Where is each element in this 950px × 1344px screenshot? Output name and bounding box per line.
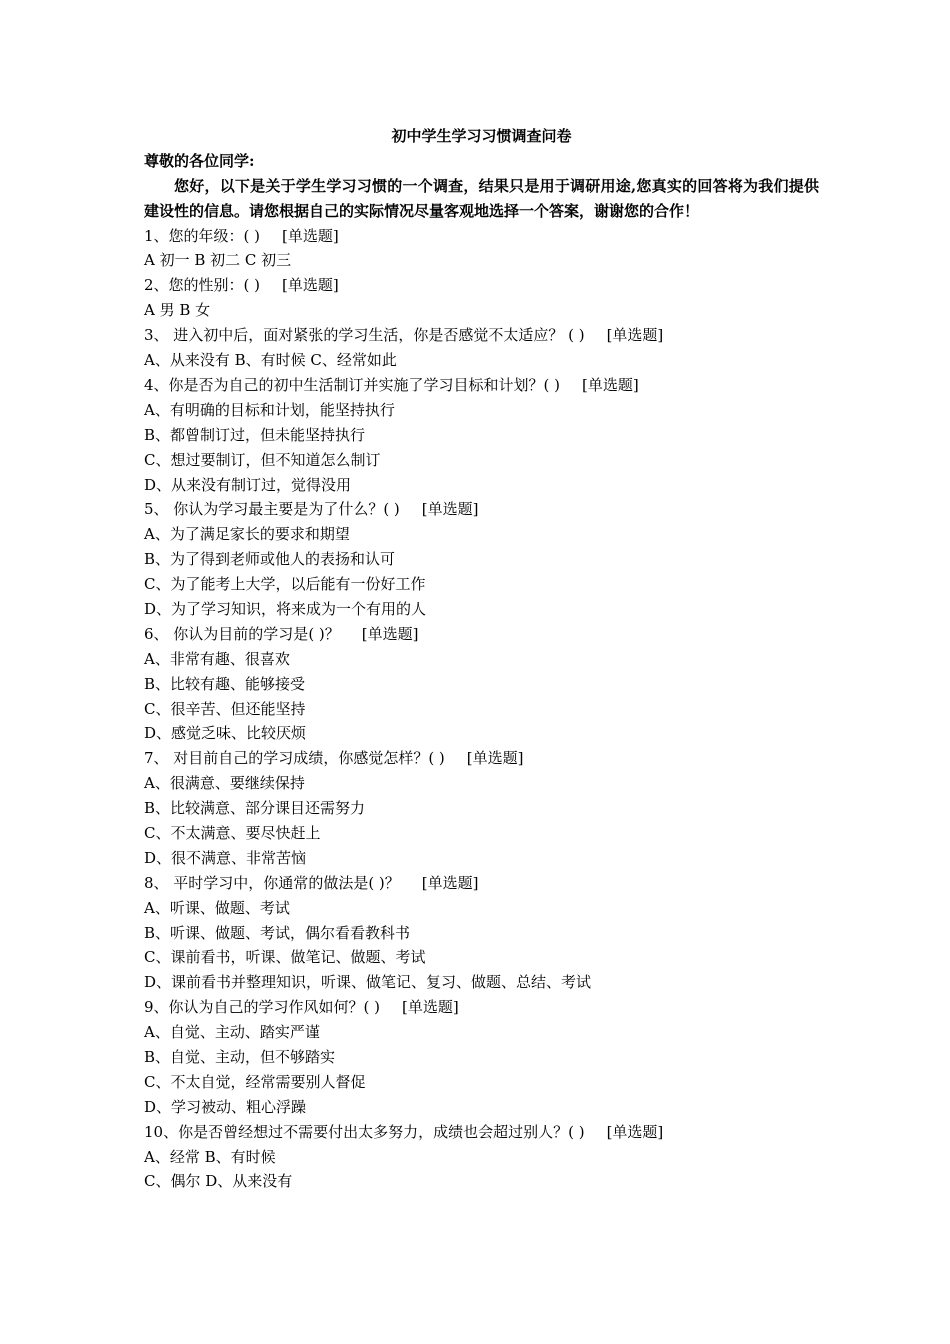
greeting: 尊敬的各位同学: — [144, 151, 255, 170]
option-line: B、为了得到老师或他人的表扬和认可 — [144, 550, 396, 569]
option-line: D、很不满意、非常苦恼 — [144, 848, 307, 867]
question-8 — [144, 871, 819, 896]
option-line: C、很辛苦、但还能坚持 — [144, 699, 306, 718]
option-line: A、为了满足家长的要求和期望 — [144, 525, 350, 544]
option-line: A、有明确的目标和计划，能坚持执行 — [144, 400, 395, 419]
question-1 — [144, 224, 819, 249]
option-line: B、比较满意、部分课目还需努力 — [144, 799, 366, 818]
question-type-tag: [单选题] — [282, 226, 339, 245]
question-7 — [144, 746, 819, 771]
question-text: 6、 你认为目前的学习是( )？ — [144, 624, 340, 643]
option-line: C、偶尔 D、从来没有 — [144, 1172, 293, 1191]
question-text: 5、 你认为学习最主要是为了什么？( ) — [144, 500, 400, 519]
question-type-tag: [单选题] — [282, 276, 339, 295]
question-type-tag: [单选题] — [606, 326, 664, 345]
option-line: D、课前看书并整理知识，听课、做笔记、复习、做题、总结、考试 — [144, 973, 592, 992]
document-title: 初中学生学习习惯调查问卷 — [391, 127, 572, 145]
question-10 — [144, 1120, 819, 1145]
question-type-tag: [单选题] — [421, 500, 479, 519]
question-6 — [144, 622, 819, 647]
option-line: A、从来没有 B、有时候 C、经常如此 — [144, 351, 397, 370]
option-line: B、比较有趣、能够接受 — [144, 674, 306, 693]
question-9 — [144, 995, 819, 1020]
option-line: A、自觉、主动、踏实严谨 — [144, 1023, 320, 1042]
option-line: B、都曾制订过，但未能坚持执行 — [144, 425, 366, 444]
question-type-tag: [单选题] — [582, 375, 639, 394]
question-type-tag: [单选题] — [361, 624, 419, 643]
question-3 — [144, 323, 819, 348]
option-line: A、听课、做题、考试 — [144, 898, 290, 917]
question-5 — [144, 497, 819, 522]
option-line: D、为了学习知识，将来成为一个有用的人 — [144, 599, 427, 618]
option-line: C、不太满意、要尽快赶上 — [144, 823, 321, 842]
question-list — [144, 224, 819, 1195]
question-text: 4、你是否为自己的初中生活制订并实施了学习目标和计划？( ) — [144, 375, 561, 394]
question-4 — [144, 373, 819, 398]
option-line: C、课前看书，听课、做笔记、做题、考试 — [144, 948, 426, 967]
option-line: A 男 B 女 — [144, 301, 211, 320]
option-line: C、为了能考上大学，以后能有一份好工作 — [144, 575, 426, 594]
option-line: D、从来没有制订过，觉得没用 — [144, 475, 352, 494]
option-line: A、很满意、要继续保持 — [144, 774, 305, 793]
question-type-tag: [单选题] — [402, 998, 459, 1017]
question-2 — [144, 273, 819, 298]
option-line: C、想过要制订，但不知道怎么制订 — [144, 450, 381, 469]
option-line: A 初一 B 初二 C 初三 — [144, 251, 292, 270]
option-line: C、不太自觉，经常需要别人督促 — [144, 1072, 366, 1091]
question-text: 10、你是否曾经想过不需要付出太多努力，成绩也会超过别人？( ) — [144, 1122, 585, 1141]
question-type-tag: [单选题] — [466, 749, 524, 768]
question-text: 8、 平时学习中，你通常的做法是( )？ — [144, 873, 400, 892]
option-line: B、自觉、主动，但不够踏实 — [144, 1047, 336, 1066]
question-text: 7、 对目前自己的学习成绩，你感觉怎样？( ) — [144, 749, 445, 768]
option-line: D、学习被动、粗心浮躁 — [144, 1097, 307, 1116]
intro-paragraph: 您好，以下是关于学生学习习惯的一个调查，结果只是用于调研用途,您真实的回答将为我们提供建设性的信息。请您根据自己的实际情况尽量客观地选择一个答案，谢谢您的合作！ — [144, 176, 819, 220]
question-text: 9、你认为自己的学习作风如何？( ) — [144, 998, 381, 1017]
question-text: 2、您的性别：( ) — [144, 276, 261, 295]
option-line: B、听课、做题、考试，偶尔看看教科书 — [144, 923, 411, 942]
option-line: A、经常 B、有时候 — [144, 1147, 276, 1166]
option-line: D、感觉乏味、比较厌烦 — [144, 724, 307, 743]
question-type-tag: [单选题] — [606, 1122, 664, 1141]
question-text: 1、您的年级：( ) — [144, 226, 261, 245]
document-page — [144, 124, 819, 1194]
option-line: A、非常有趣、很喜欢 — [144, 649, 290, 668]
question-type-tag: [单选题] — [421, 873, 479, 892]
question-text: 3、 进入初中后，面对紧张的学习生活，你是否感觉不太适应？ ( ) — [144, 326, 585, 345]
